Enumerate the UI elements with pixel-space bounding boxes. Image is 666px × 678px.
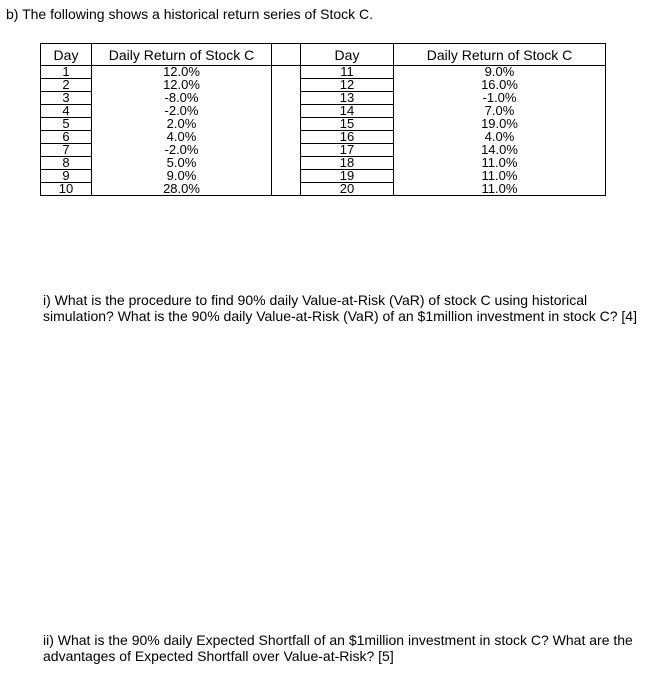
day-cell: 16: [301, 131, 394, 144]
day-cell: 4: [41, 105, 92, 118]
return-cell: 11.0%: [394, 170, 606, 183]
return-cell: -1.0%: [394, 92, 606, 105]
spacer-cell: [272, 79, 301, 92]
spacer-cell: [272, 131, 301, 144]
header-day-1: Day: [41, 44, 92, 66]
day-cell: 11: [301, 66, 394, 79]
day-cell: 10: [41, 183, 92, 196]
returns-table: [40, 43, 606, 196]
return-cell: 12.0%: [92, 79, 272, 92]
return-cell: 4.0%: [394, 131, 606, 144]
day-cell: 13: [301, 92, 394, 105]
return-cell: 4.0%: [92, 131, 272, 144]
spacer-cell: [272, 157, 301, 170]
header-spacer: [272, 44, 301, 66]
return-cell: 28.0%: [92, 183, 272, 196]
table-row: [41, 92, 606, 105]
spacer-cell: [272, 144, 301, 157]
table-row: [41, 170, 606, 183]
question-1: i) What is the procedure to find 90% daily Value-at-Risk (VaR) of stock C using historical simulation? What is the 90% daily Value-at-Risk (VaR) of an $1million investment in stock C? [4]: [43, 292, 637, 324]
day-cell: 6: [41, 131, 92, 144]
day-cell: 3: [41, 92, 92, 105]
day-cell: 20: [301, 183, 394, 196]
spacer-cell: [272, 92, 301, 105]
table-row: [41, 144, 606, 157]
return-cell: 5.0%: [92, 157, 272, 170]
return-cell: -2.0%: [92, 105, 272, 118]
question-2: ii) What is the 90% daily Expected Shortfall of an $1million investment in stock C? What are the advantages of Expected Shortfall over Value-at-Risk? [5]: [43, 632, 633, 664]
table-row: [41, 118, 606, 131]
return-cell: 7.0%: [394, 105, 606, 118]
intro-text: b) The following shows a historical return series of Stock C.: [6, 6, 374, 22]
return-cell: 2.0%: [92, 118, 272, 131]
day-cell: 12: [301, 79, 394, 92]
day-cell: 17: [301, 144, 394, 157]
return-cell: 11.0%: [394, 157, 606, 170]
day-cell: 1: [41, 66, 92, 79]
day-cell: 19: [301, 170, 394, 183]
table-header-row: [41, 44, 606, 66]
return-cell: 9.0%: [394, 66, 606, 79]
day-cell: 8: [41, 157, 92, 170]
day-cell: 5: [41, 118, 92, 131]
day-cell: 18: [301, 157, 394, 170]
table-row: [41, 183, 606, 196]
spacer-cell: [272, 118, 301, 131]
day-cell: 14: [301, 105, 394, 118]
table-row: [41, 157, 606, 170]
day-cell: 15: [301, 118, 394, 131]
header-day-2: Day: [301, 44, 394, 66]
return-cell: 12.0%: [92, 66, 272, 79]
return-cell: 11.0%: [394, 183, 606, 196]
spacer-cell: [272, 183, 301, 196]
return-cell: -2.0%: [92, 144, 272, 157]
table-body: [41, 66, 606, 196]
header-return-2: Daily Return of Stock C: [394, 44, 606, 66]
table-row: [41, 131, 606, 144]
day-cell: 7: [41, 144, 92, 157]
spacer-cell: [272, 105, 301, 118]
spacer-cell: [272, 66, 301, 79]
spacer-cell: [272, 170, 301, 183]
return-cell: 16.0%: [394, 79, 606, 92]
return-cell: -8.0%: [92, 92, 272, 105]
day-cell: 2: [41, 79, 92, 92]
return-cell: 14.0%: [394, 144, 606, 157]
day-cell: 9: [41, 170, 92, 183]
return-cell: 19.0%: [394, 118, 606, 131]
table-row: [41, 79, 606, 92]
table-row: [41, 105, 606, 118]
table-row: [41, 66, 606, 79]
header-return-1: Daily Return of Stock C: [92, 44, 272, 66]
return-cell: 9.0%: [92, 170, 272, 183]
